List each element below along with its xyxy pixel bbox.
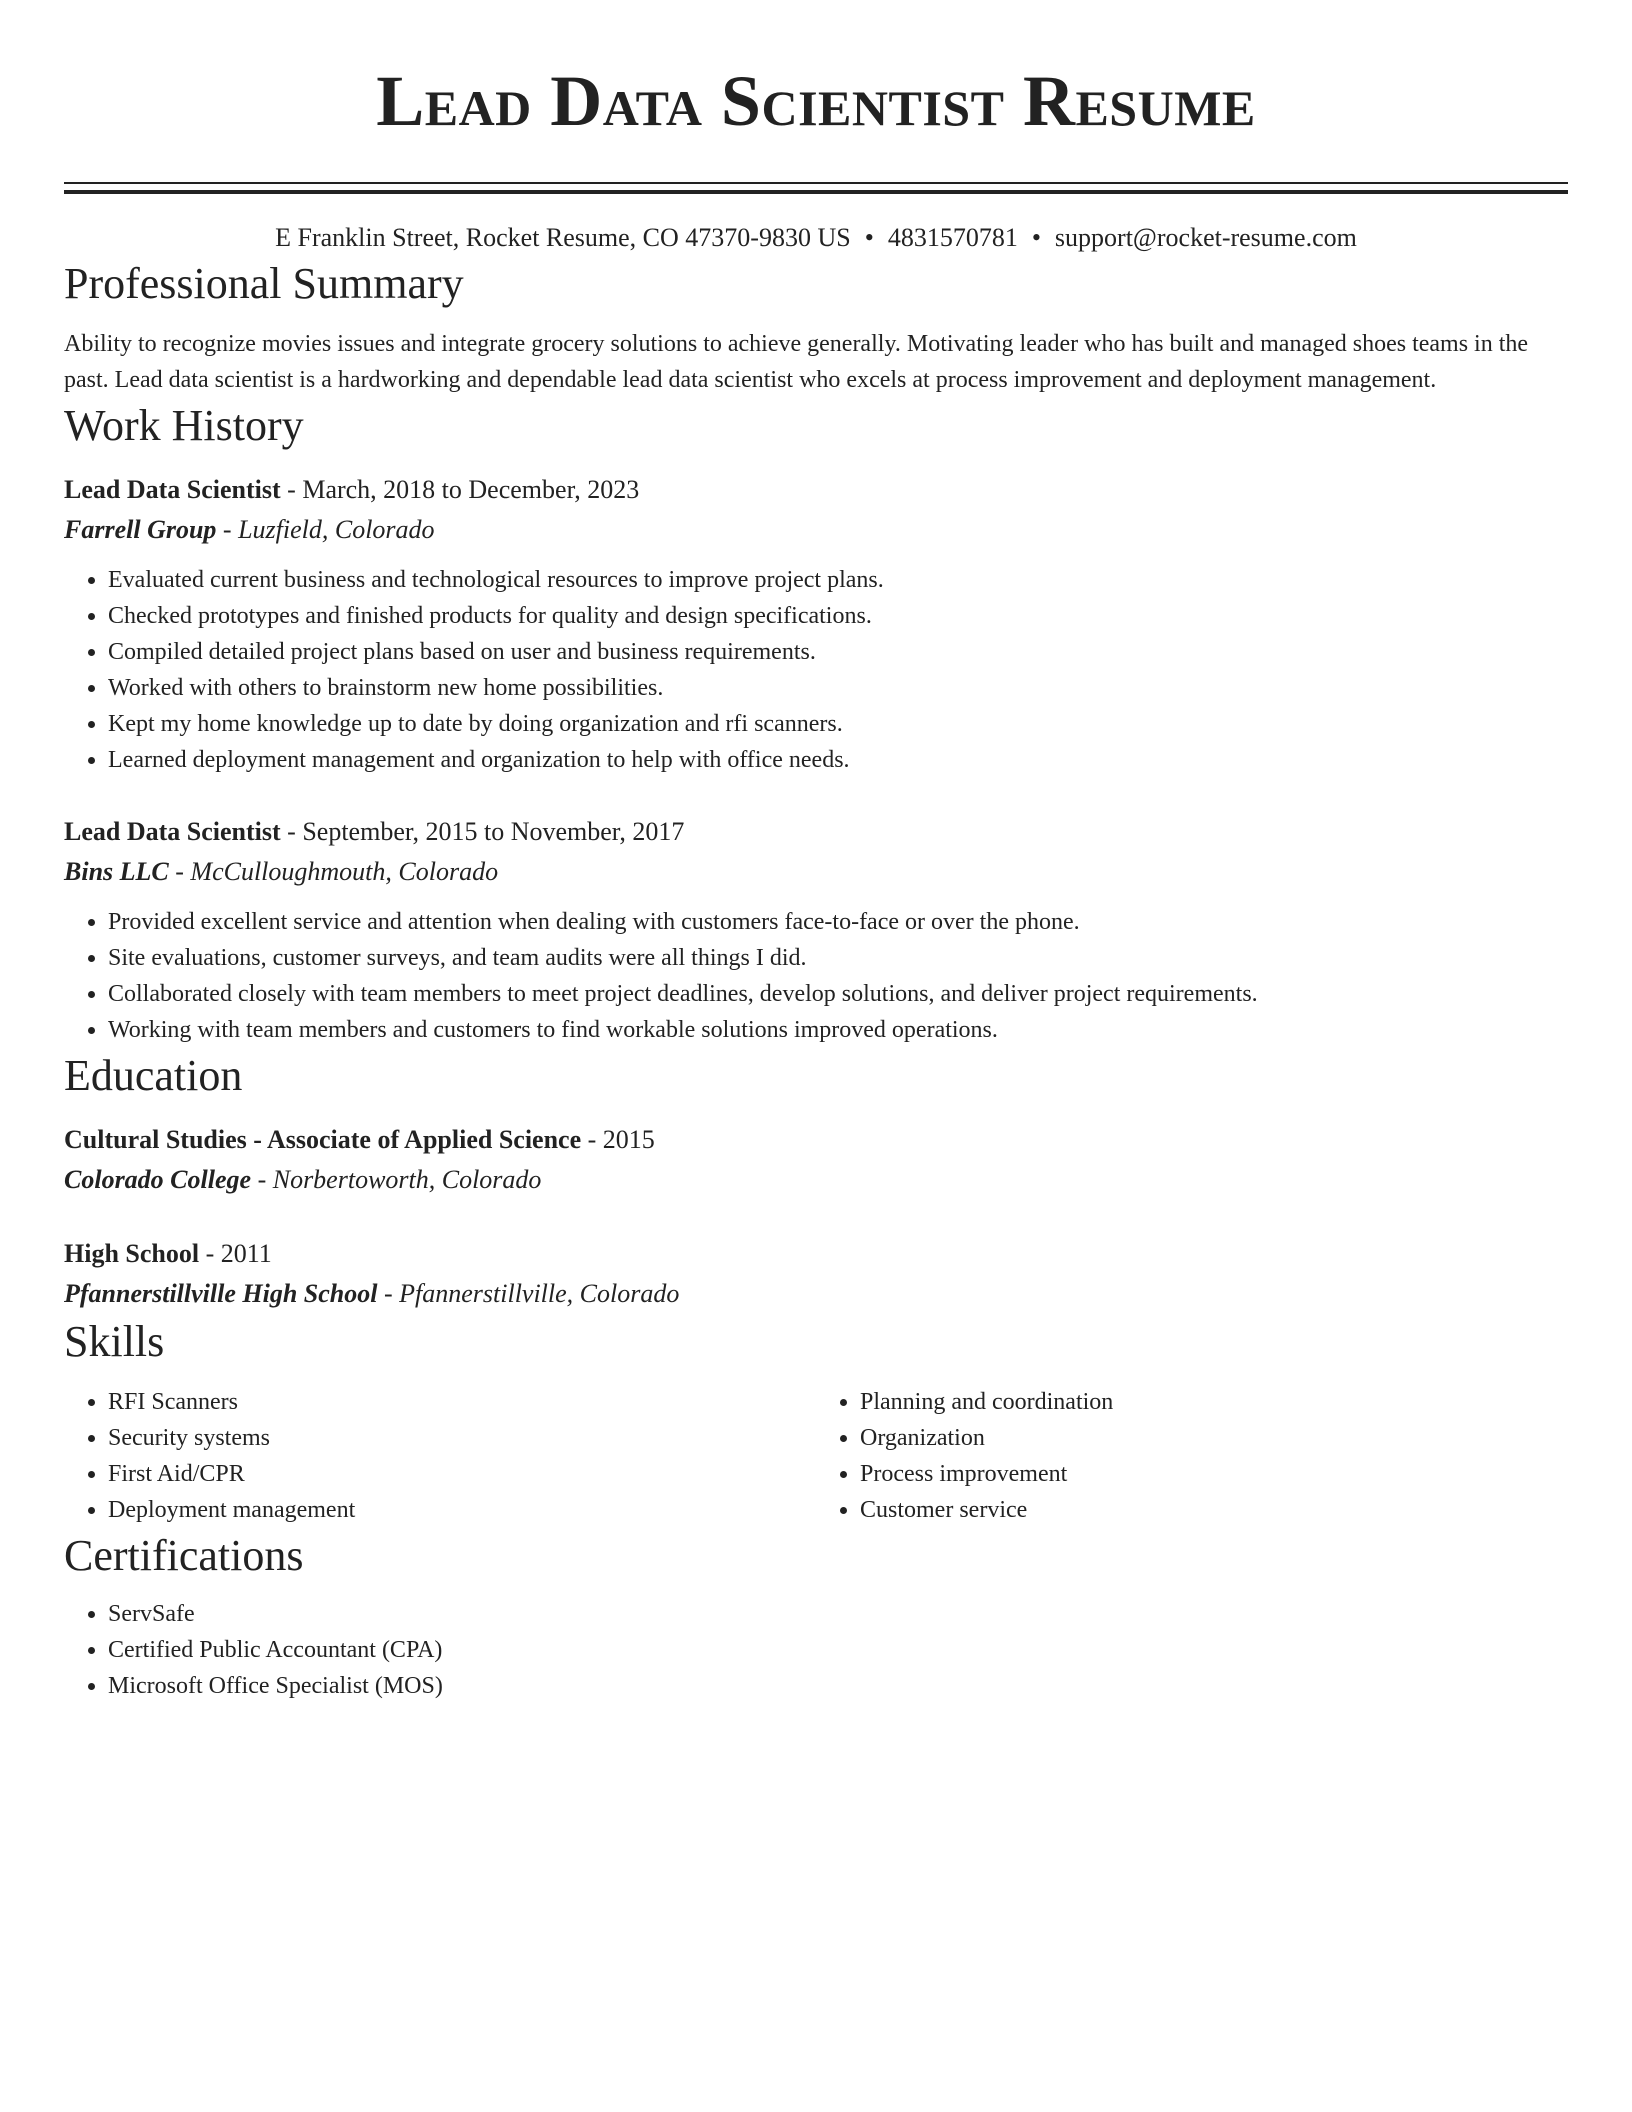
degree-year: - 2015: [581, 1125, 655, 1154]
education-entry: [64, 1234, 1568, 1314]
list-item: • First Aid/CPR: [108, 1456, 816, 1492]
job-title: Lead Data Scientist: [64, 817, 281, 846]
skills-list-right: [816, 1384, 1568, 1528]
job-title-line: [64, 470, 1568, 510]
job-company: Farrell Group: [64, 515, 217, 544]
list-item: • Compiled detailed project plans based on user and business requirements.: [108, 634, 1568, 670]
list-item: • Worked with others to brainstorm new home possibilities.: [108, 670, 1568, 706]
job-dates: - September, 2015 to November, 2017: [280, 817, 685, 846]
contact-line: [64, 220, 1568, 256]
school: Pfannerstillville High School: [64, 1279, 378, 1308]
list-item: • Deployment management: [108, 1492, 816, 1528]
summary-heading: Professional Summary: [64, 259, 464, 308]
list-item: • Site evaluations, customer surveys, and team audits were all things I did.: [108, 940, 1568, 976]
contact-address: E Franklin Street, Rocket Resume, CO 47370-9830 US: [275, 223, 851, 252]
education-heading: Education: [64, 1051, 243, 1100]
work-history-heading: Work History: [64, 401, 304, 450]
degree-line: [64, 1120, 1568, 1160]
list-item: • RFI Scanners: [108, 1384, 816, 1420]
school: Colorado College: [64, 1165, 252, 1194]
list-item: • Planning and coordination: [860, 1384, 1568, 1420]
job-location: - McCulloughmouth, Colorado: [168, 857, 499, 886]
education-entry: [64, 1120, 1568, 1200]
skills-heading: Skills: [64, 1317, 165, 1366]
skills-columns: [64, 1384, 1568, 1528]
job-title-line: [64, 812, 1568, 852]
resume-title: Lead Data Scientist Resume: [376, 61, 1256, 141]
degree-year: - 2011: [199, 1239, 272, 1268]
job-location: - Luzfield, Colorado: [216, 515, 435, 544]
degree: Cultural Studies - Associate of Applied Science: [64, 1125, 582, 1154]
contact-phone: 4831570781: [887, 223, 1018, 252]
certifications-heading: Certifications: [64, 1531, 304, 1580]
degree: High School: [64, 1239, 200, 1268]
job-entry: [64, 470, 1568, 778]
list-item: • ServSafe: [108, 1596, 1568, 1632]
list-item: • Security systems: [108, 1420, 816, 1456]
job-bullet-list: [64, 904, 1568, 1048]
list-item: • Organization: [860, 1420, 1568, 1456]
list-item: • Working with team members and customers to find workable solutions improved operations.: [108, 1012, 1568, 1048]
contact-separator: •: [864, 223, 874, 252]
title-divider: [64, 182, 1568, 184]
list-item: • Customer service: [860, 1492, 1568, 1528]
skills-list-left: [64, 1384, 816, 1528]
list-item: • Learned deployment management and organization to help with office needs.: [108, 742, 1568, 778]
list-item: • Checked prototypes and finished products for quality and design specifications.: [108, 598, 1568, 634]
contact-separator: •: [1031, 223, 1041, 252]
job-bullet-list: [64, 562, 1568, 778]
school-location: - Norbertoworth, Colorado: [251, 1165, 542, 1194]
job-company-line: [64, 510, 1568, 550]
list-item: • Evaluated current business and technological resources to improve project plans.: [108, 562, 1568, 598]
list-item: • Microsoft Office Specialist (MOS): [108, 1668, 1568, 1704]
job-title: Lead Data Scientist: [64, 475, 281, 504]
certifications-list: [64, 1596, 1568, 1704]
list-item: • Kept my home knowledge up to date by doing organization and rfi scanners.: [108, 706, 1568, 742]
job-company-line: [64, 852, 1568, 892]
summary-text: Ability to recognize movies issues and integrate grocery solutions to achieve generally. Motivating leader who has built and managed shoes teams in the past. Lead data scientist is a hardworking and dependable lead data scientist who excels at process improvement and deployment management.: [64, 331, 1529, 393]
job-entry: [64, 812, 1568, 1048]
list-item: • Certified Public Accountant (CPA): [108, 1632, 1568, 1668]
contact-email: support@rocket-resume.com: [1054, 223, 1357, 252]
school-location: - Pfannerstillville, Colorado: [377, 1279, 680, 1308]
job-dates: - March, 2018 to December, 2023: [280, 475, 640, 504]
list-item: • Collaborated closely with team members to meet project deadlines, develop solutions, and deliver project requirements.: [108, 976, 1568, 1012]
job-company: Bins LLC: [64, 857, 169, 886]
list-item: • Provided excellent service and attention when dealing with customers face-to-face or over the phone.: [108, 904, 1568, 940]
school-line: [64, 1274, 1568, 1314]
school-line: [64, 1160, 1568, 1200]
degree-line: [64, 1234, 1568, 1274]
list-item: • Process improvement: [860, 1456, 1568, 1492]
